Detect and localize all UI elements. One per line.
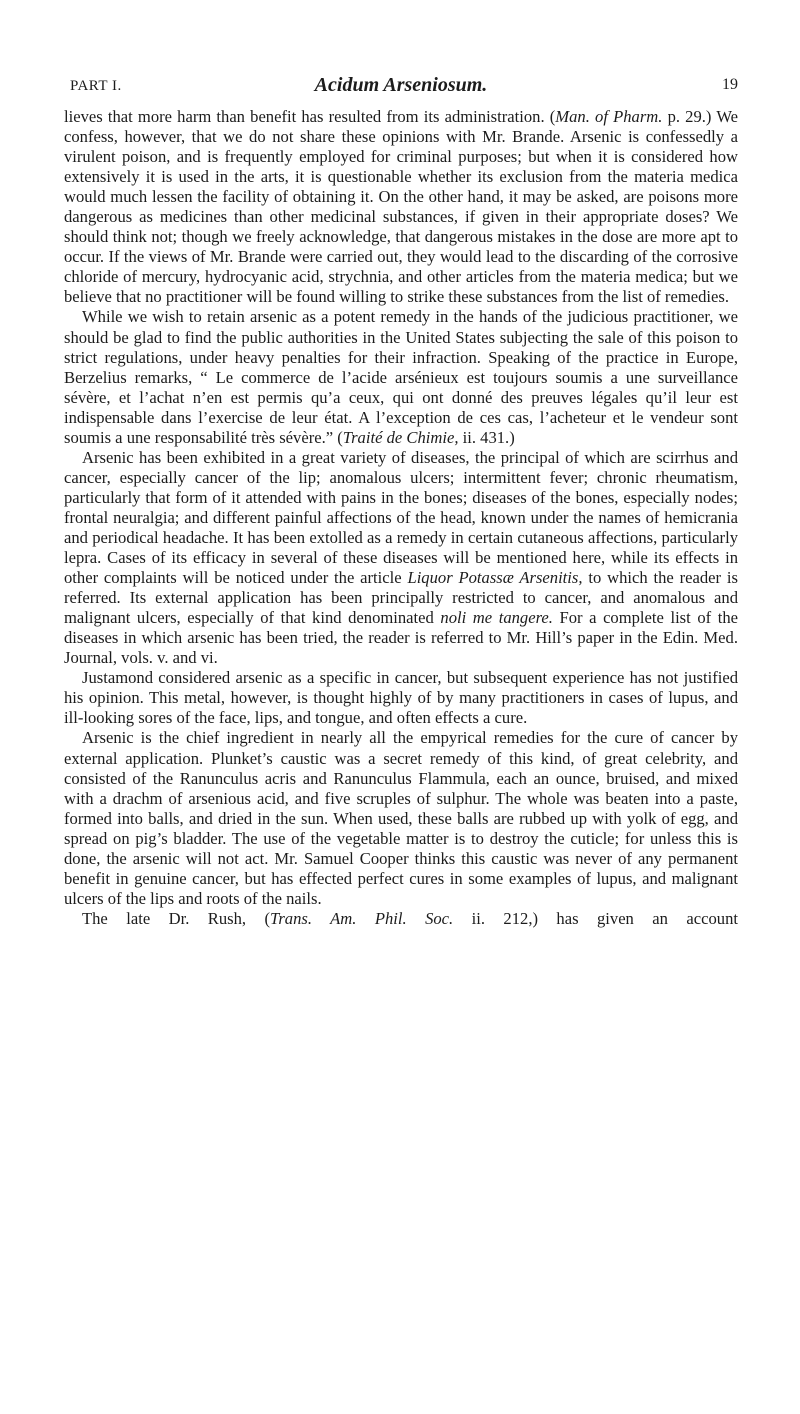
term-italic: Liquor Potassæ Arsenitis, (407, 568, 583, 588)
running-head (64, 74, 738, 104)
paragraph (64, 107, 738, 307)
text-run: ii. 212,) has given an account (453, 908, 738, 928)
paragraph (64, 668, 738, 728)
citation-italic: Man. of Pharm. (555, 107, 663, 126)
text-run: to which the reader is referred. Its external application has been principally restricted to cancer, and anomalous and malignant ulcers, especially of that kind denominated (64, 568, 738, 628)
citation-italic: Traité de Chimie, (342, 427, 459, 447)
paragraph (64, 307, 738, 447)
paragraph (64, 909, 738, 929)
body-text (64, 107, 738, 929)
text-run: Justamond considered arsenic as a specific in cancer, but subsequent experience has not justified his opinion. This metal, however, is thought highly of by many practitioners in cases of lupus, and ill-looking sores of the face, lips, and tongue, and often effects a cure. (64, 668, 738, 728)
text-run: The late Dr. Rush, ( (82, 908, 271, 928)
page-number: 19 (722, 76, 738, 93)
paragraph (64, 448, 738, 669)
book-page (64, 74, 738, 929)
text-run: Arsenic has been exhibited in a great variety of diseases, the principal of which are scirrhus and cancer, especially cancer of the lip; anomalous ulcers; intermittent fever; chronic rheumatism, particularly that form of it attended with pains in the bones; diseases of the bones, especially nodes; frontal neuralgia; and different painful affections of the head, known under the names of hemicrania and periodical headache. It has been extolled as a remedy in certain cutaneous affections, particularly lepra. Cases of its efficacy in several of these diseases will be mentioned here, while its effects in other complaints will be noticed under the article (64, 447, 738, 588)
term-italic: noli me tangere. (440, 608, 553, 628)
text-run: Arsenic is the chief ingredient in nearly all the empyrical remedies for the cure of cancer by external application. Plunket’s caustic was a secret remedy of this kind, of great celebrity, and consisted of the Ranunculus acris and Ranunculus Flammula, each an ounce, bruised, and mixed with a drachm of arsenious acid, and five scruples of sulphur. The whole was beaten into a paste, formed into balls, and dried in the sun. When used, these balls are rubbed up with yolk of egg, and spread on pig’s bladder. The use of the vegetable matter is to destroy the cuticle; for unless this is done, the arsenic will not act. Mr. Samuel Cooper thinks this caustic was never of any permanent benefit in genuine cancer, but has effected perfect cures in some examples of lupus, and malignant ulcers of the lips and roots of the nails. (64, 728, 738, 908)
page-title: Acidum Arseniosum. (314, 74, 488, 96)
text-run: p. 29.) We confess, however, that we do not share these opinions with Mr. Brande. Arsenic is confessedly a virulent poison, and is frequently employed for criminal purposes; but when it is considered how extensively it is used in the arts, it is questionable whether its exclusion from the materia medica would much lessen the facility of obtaining it. On the other hand, it may be asked, are poisons more dangerous as medicines than other medicinal substances, if given in their appropriate doses? We should think not; though we freely acknowledge, that dangerous mistakes in the dose are more apt to occur. If the views of Mr. Brande were carried out, they would lead to the discarding of the corrosive chloride of mercury, hydrocyanic acid, strychnia, and other articles from the materia medica; but we believe that no practitioner will be found willing to strike these substances from the list of remedies. (64, 107, 739, 307)
text-run: For a complete list of the diseases in which arsenic has been tried, the reader is referred to Mr. Hill’s paper in the Edin. Med. Journal, vols. v. and vi. (64, 608, 738, 668)
paragraph (64, 728, 738, 908)
text-run: While we wish to retain arsenic as a potent remedy in the hands of the judicious practitioner, we should be glad to find the public authorities in the United States subjecting the sale of this poison to strict regulations, under heavy penalties for their infraction. Speaking of the practice in Europe, Berzelius remarks, “ Le commerce de l’acide arsénieux est toujours soumis a une surveillance sévère, et l’achat n’en est permis qu’a ceux, qui ont donné des preuves légales qu’il leur est indispensable dans l’exercise de leur état. A l’exception de ces cas, l’acheteur et le vendeur sont soumis a une responsabilité très sévère.” ( (64, 307, 738, 447)
text-run: lieves that more harm than benefit has resulted from its administration. ( (64, 107, 556, 126)
citation-italic: Trans. Am. Phil. Soc. (270, 908, 454, 928)
part-label: PART I. (70, 78, 122, 94)
text-run: ii. 431.) (458, 427, 515, 447)
